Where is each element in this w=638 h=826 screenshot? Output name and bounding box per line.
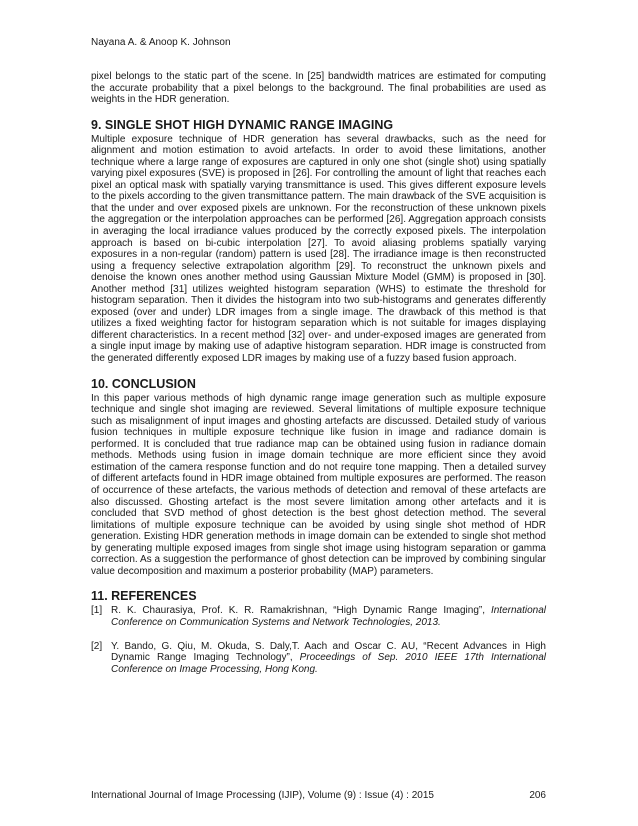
- intro-paragraph: pixel belongs to the static part of the scene. In [25] bandwidth matrices are estimated for computing the accurate probability that a pixel belongs to the background. The final probabilities are used as weights in the HDR generation.: [91, 71, 546, 106]
- section-9-heading: 9. SINGLE SHOT HIGH DYNAMIC RANGE IMAGING: [91, 117, 394, 132]
- reference-venue: Proceedings of Sep. 2010 IEEE 17th International Conference on Image Processing, Hong Kong.: [111, 652, 546, 675]
- page-number: 206: [529, 790, 546, 801]
- reference-list: [91, 605, 546, 675]
- reference-item: [91, 605, 546, 628]
- reference-text: R. K. Chaurasiya, Prof. K. R. Ramakrishnan, “High Dynamic Range Imaging”,: [111, 605, 491, 617]
- page-footer: [91, 790, 546, 801]
- reference-body: [111, 605, 546, 628]
- section-10-heading: 10. CONCLUSION: [91, 376, 196, 391]
- reference-number: [1]: [91, 605, 103, 617]
- journal-citation: International Journal of Image Processing (IJIP), Volume (9) : Issue (4) : 2015: [91, 790, 434, 801]
- section-11-heading: 11. REFERENCES: [91, 589, 197, 604]
- main-content: [91, 71, 546, 687]
- reference-item: [91, 641, 546, 676]
- reference-text: Y. Bando, G. Qiu, M. Okuda, S. Daly,T. Aach and Oscar C. AU, “Recent Advances in High Dynamic Range Imaging Technology”,: [111, 640, 546, 664]
- reference-venue: International Conference on Communication Systems and Network Technologies, 2013.: [111, 605, 546, 628]
- running-header: Nayana A. & Anoop K. Johnson: [91, 37, 231, 48]
- section-9-paragraph: Multiple exposure technique of HDR generation has several drawbacks, such as the need for alignment and motion estimation to avoid artefacts. In order to avoid these limitations, another technique where a large range of exposures are captured in only one shot (single shot) using spatially varying pixel exposures (SVE) is proposed in [26]. For controlling the amount of light that reaches each pixel an optical mask with spatially varying transmittance is used. This gives different exposure levels to the pixels according to the given transmittance pattern. The main drawback of the SVE acquisition is that the under and over exposed pixels are unknown. For the reconstruction of these unknown pixels the aggregation or the interpolation approaches can be performed [26]. Aggregation approach consists in averaging the local irradiance values produced by the correctly exposed pixels. The interpolation approach is based on bi-cubic interpolation [27]. To avoid aliasing problems spatially varying exposures in a non-regular (random) pattern is used [28]. The irradiance image is then reconstructed using a frequency selective extrapolation algorithm [29]. To reconstruct the unknown pixels and denoise the known ones another method using Gaussian Mixture Model (GMM) is proposed in [30]. Another method [31] utilizes weighted histogram separation (WHS) to estimate the threshold for histogram separation. Then it divides the histogram into two sub-histograms and generates differently exposed (over and under) LDR images from a single image. The drawback of this method is that utilizes a fixed weighting factor for histogram separation which is not suitable for images displaying different characteristics. In a recent method [32] over- and under-exposed images are generated from a single input image by making use of adaptive histogram separation. HDR image is constructed from the generated differently exposed LDR images by making use of a fuzzy based fusion approach.: [91, 133, 546, 365]
- section-10-paragraph: In this paper various methods of high dynamic range image generation such as multiple exposure technique and single shot imaging are reviewed. Several limitations of multiple exposure technique such as misalignment of input images and ghosting artefacts are discussed. Detailed study of various fusion techniques in multiple exposure technique like fusion in image and radiance domain is performed. It is concluded that true radiance map can be obtained using fusion in radiance domain methods. Methods using fusion in image domain technique are more efficient since they avoid estimation of the camera response function and do not require tone mapping. Then a detailed survey of different artefacts found in HDR image obtained from multiple exposures are performed. The reason of occurrence of these artefacts, the various methods of detection and removal of these artefacts are also discussed. Ghosting artefact is the most severe limitation among other artefacts and it is concluded that SVD method of ghost detection is the best ghost detection method. The several limitations of multiple exposure technique can be avoided by using single shot method of HDR generation. Existing HDR generation methods in image domain can be extended to single shot method by generating multiple exposed images from single shot image using histogram separation or gamma correction. As a suggestion the performance of ghost detection can be improved by combining singular value decomposition and maximum a posterior probability (MAP) parameters.: [91, 392, 546, 577]
- reference-number: [2]: [91, 640, 103, 652]
- reference-body: [111, 641, 546, 676]
